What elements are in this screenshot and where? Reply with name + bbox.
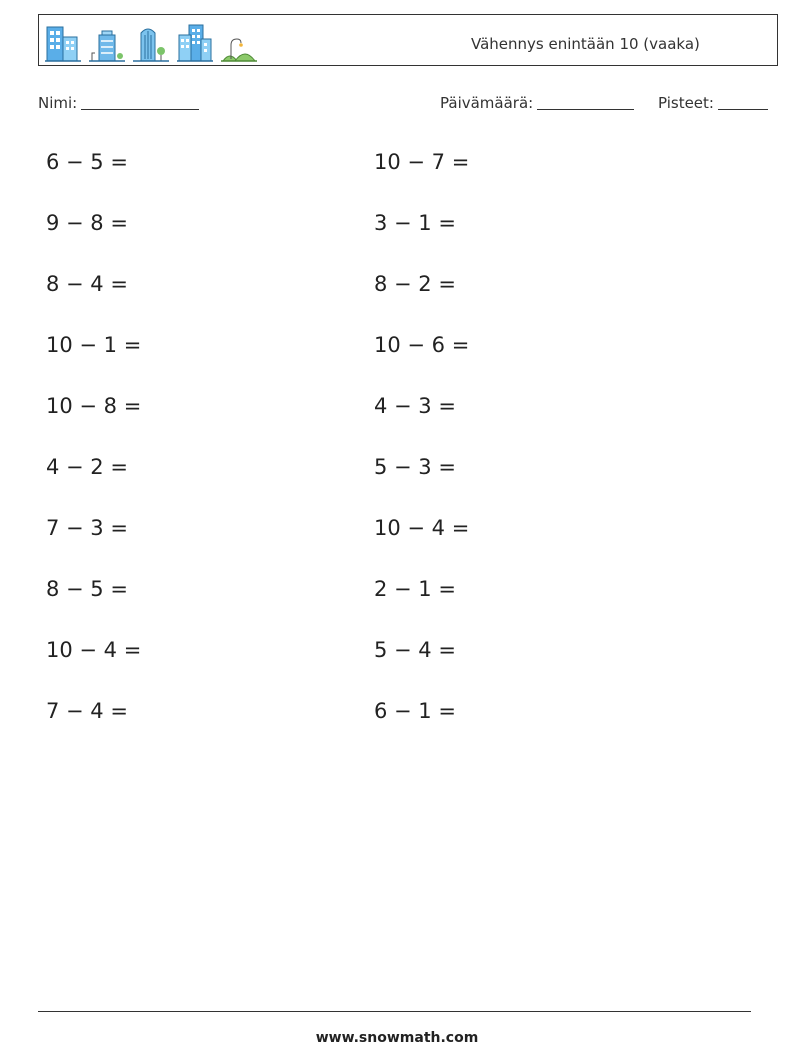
problem-left-6: 4 − 2 = (46, 455, 128, 479)
problem-right-7: 10 − 4 = (374, 516, 470, 540)
small-building-icon (89, 23, 125, 63)
problem-right-10: 6 − 1 = (374, 699, 456, 723)
problem-left-4: 10 − 1 = (46, 333, 142, 357)
name-field (38, 94, 199, 112)
score-field (658, 94, 768, 112)
problem-left-7: 7 − 3 = (46, 516, 128, 540)
footer-url[interactable]: www.snowmath.com (315, 1030, 479, 1046)
worksheet-header (38, 14, 778, 66)
date-label: Päivämäärä: (440, 94, 534, 112)
name-label: Nimi: (38, 94, 78, 112)
problem-left-8: 8 − 5 = (46, 577, 128, 601)
score-label: Pisteet: (658, 94, 714, 112)
problem-right-3: 8 − 2 = (374, 272, 456, 296)
problem-right-1: 10 − 7 = (374, 150, 470, 174)
footer-divider (38, 1011, 751, 1012)
problem-left-3: 8 − 4 = (46, 272, 128, 296)
score-blank[interactable] (718, 94, 768, 110)
problem-left-1: 6 − 5 = (46, 150, 128, 174)
problem-right-2: 3 − 1 = (374, 211, 456, 235)
problem-right-8: 2 − 1 = (374, 577, 456, 601)
office-building-icon (45, 23, 81, 63)
problem-left-10: 7 − 4 = (46, 699, 128, 723)
problem-left-9: 10 − 4 = (46, 638, 142, 662)
problem-left-5: 10 − 8 = (46, 394, 142, 418)
park-icon (221, 23, 257, 63)
problem-right-9: 5 − 4 = (374, 638, 456, 662)
problem-right-5: 4 − 3 = (374, 394, 456, 418)
problem-right-4: 10 − 6 = (374, 333, 470, 357)
worksheet-title: Vähennys enintään 10 (vaaka) (471, 35, 700, 53)
problem-right-6: 5 − 3 = (374, 455, 456, 479)
name-blank[interactable] (81, 94, 199, 110)
tower-building-icon (133, 23, 169, 63)
date-blank[interactable] (537, 94, 634, 110)
problem-left-2: 9 − 8 = (46, 211, 128, 235)
apartment-building-icon (177, 23, 213, 63)
header-icons (45, 21, 257, 63)
date-field (440, 94, 634, 112)
